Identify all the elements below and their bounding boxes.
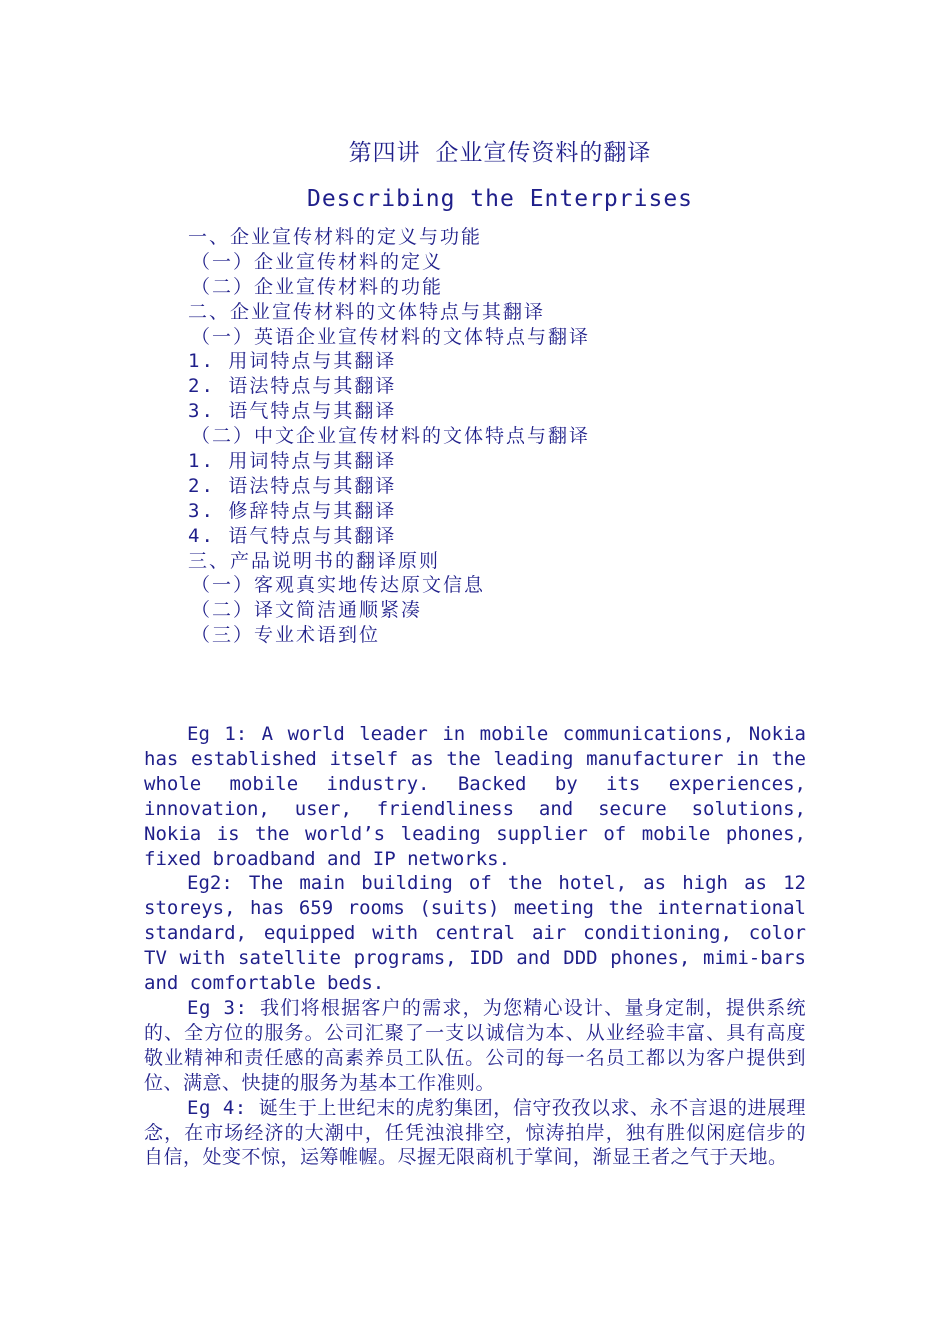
- outline-item: （三）专业术语到位: [191, 624, 381, 647]
- outline-item: （一）企业宣传材料的定义: [191, 250, 444, 273]
- example-paragraph-4: Eg 4: 诞生于上世纪末的虎豹集团，信守孜孜以求、永不言退的进展理念，在市场经济的大潮中，任凭浊浪排空，惊涛拍岸，独有胜似闲庭信步的自信，处变不惊，运筹帷幄。尽握无限商机于掌间，渐显王者之气于天地。: [144, 1096, 806, 1169]
- outline-item: 二、企业宣传材料的文体特点与其翻译: [188, 300, 546, 323]
- page-title-chinese: 第四讲 企业宣传资料的翻译: [348, 140, 652, 166]
- example-paragraph-1: Eg 1: A world leader in mobile communications, Nokia has established itself as the leading manufacturer in the whole mobile industry. Backed by its experiences, innovation, user, friendliness and secure solutions, Nokia is the world’s leading supplier of mobile phones, fixed broadband and IP networks.: [144, 723, 806, 870]
- outline-item: 三、产品说明书的翻译原则: [188, 549, 441, 572]
- examples-section: [144, 722, 806, 1170]
- outline-item: （一）客观真实地传达原文信息: [191, 574, 486, 597]
- example-paragraph-3: Eg 3: 我们将根据客户的需求，为您精心设计、量身定制，提供系统的、全方位的服务。公司汇聚了一支以诚信为本、从业经验丰富、具有高度敬业精神和责任感的高素养员工队伍。公司的每一名员工都以为客户提供到位、满意、快捷的服务为基本工作准则。: [144, 996, 806, 1094]
- outline-item: 3. 语气特点与其翻译: [188, 400, 397, 423]
- outline-list: [188, 225, 590, 648]
- outline-item: 3. 修辞特点与其翻译: [188, 499, 397, 522]
- outline-item: 1. 用词特点与其翻译: [188, 450, 397, 473]
- outline-item: （二）译文简洁通顺紧凑: [191, 599, 423, 622]
- outline-item: 1. 用词特点与其翻译: [188, 350, 397, 373]
- outline-item: 2. 语法特点与其翻译: [188, 474, 397, 497]
- page-title-english: Describing the Enterprises: [306, 186, 694, 212]
- outline-item: 4. 语气特点与其翻译: [188, 524, 397, 547]
- outline-item: 2. 语法特点与其翻译: [188, 375, 397, 398]
- outline-item: （一）英语企业宣传材料的文体特点与翻译: [191, 325, 591, 348]
- outline-item: 一、企业宣传材料的定义与功能: [188, 226, 483, 248]
- example-paragraph-2: Eg2: The main building of the hotel, as high as 12 storeys, has 659 rooms (suits) meeting the international standard, equipped with central air conditioning, color TV with satellite programs, IDD and DDD phones, mimi-bars and comfortable beds.: [144, 872, 806, 995]
- outline-item: （二）企业宣传材料的功能: [191, 275, 444, 298]
- outline-item: （二）中文企业宣传材料的文体特点与翻译: [191, 425, 591, 448]
